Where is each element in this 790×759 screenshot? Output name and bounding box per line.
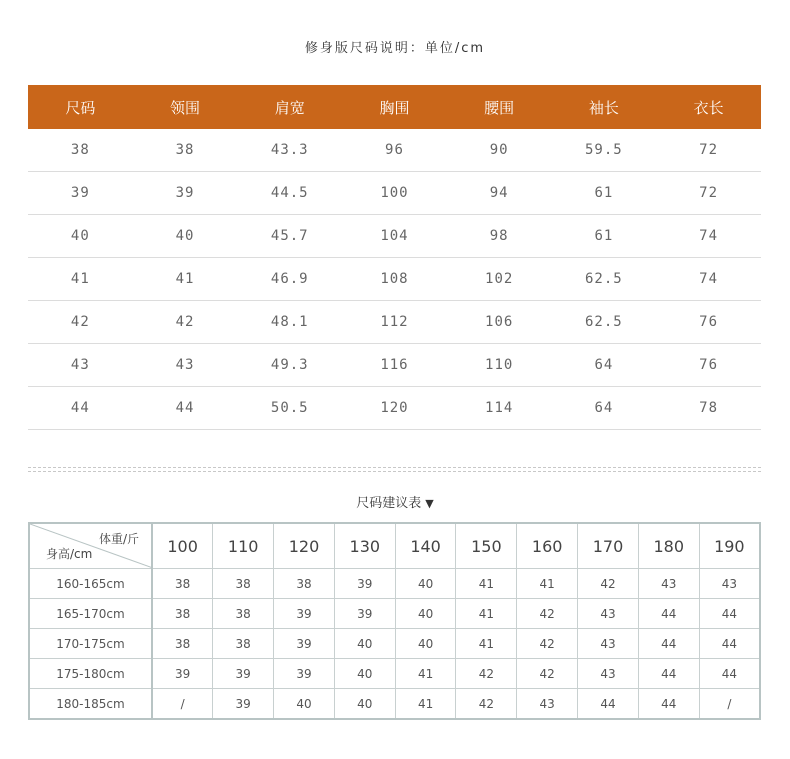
recommend-cell: 38 [213, 599, 274, 629]
recommend-cell: 38 [152, 569, 213, 599]
recommend-cell: 38 [274, 569, 335, 599]
recommend-cell: 44 [699, 629, 760, 659]
size-row [28, 215, 761, 258]
size-cell: 45.7 [237, 215, 342, 258]
size-col-header: 领围 [133, 85, 238, 129]
recommend-cell: 40 [274, 689, 335, 720]
recommend-cell: 42 [517, 599, 578, 629]
recommend-cell: 44 [638, 599, 699, 629]
page-title: 修身版尺码说明：单位/cm [304, 41, 486, 56]
size-col-header: 胸围 [342, 85, 447, 129]
size-cell: 41 [28, 258, 133, 301]
height-range-label: 160-165cm [29, 569, 152, 599]
size-row [28, 172, 761, 215]
size-col-header: 袖长 [552, 85, 657, 129]
recommend-cell: 42 [456, 659, 517, 689]
recommend-cell: 42 [517, 659, 578, 689]
recommend-cell: / [152, 689, 213, 720]
size-cell: 38 [28, 129, 133, 172]
height-range-label: 165-170cm [29, 599, 152, 629]
recommend-cell: 39 [274, 629, 335, 659]
recommend-cell: 41 [395, 689, 456, 720]
recommend-row [29, 629, 760, 659]
recommend-cell: 44 [638, 689, 699, 720]
size-cell: 112 [342, 301, 447, 344]
recommend-cell: 43 [638, 569, 699, 599]
recommend-cell: 39 [213, 659, 274, 689]
size-cell: 39 [28, 172, 133, 215]
size-cell: 100 [342, 172, 447, 215]
recommend-cell: 39 [213, 689, 274, 720]
weight-col-header: 130 [334, 523, 395, 569]
weight-col-header: 170 [578, 523, 639, 569]
recommend-title-text: 尺码建议表 [356, 496, 422, 511]
size-cell: 74 [656, 258, 761, 301]
size-cell: 78 [656, 387, 761, 430]
size-cell: 64 [552, 344, 657, 387]
size-cell: 40 [133, 215, 238, 258]
recommend-cell: 41 [456, 569, 517, 599]
recommend-cell: 38 [152, 629, 213, 659]
recommend-cell: 39 [152, 659, 213, 689]
recommend-cell: 42 [456, 689, 517, 720]
recommend-cell: 40 [334, 629, 395, 659]
size-cell: 72 [656, 172, 761, 215]
size-cell: 76 [656, 344, 761, 387]
recommend-cell: 40 [334, 689, 395, 720]
size-cell: 43 [28, 344, 133, 387]
size-cell: 76 [656, 301, 761, 344]
weight-col-header: 150 [456, 523, 517, 569]
recommend-cell: 43 [699, 569, 760, 599]
size-row [28, 129, 761, 172]
size-cell: 98 [447, 215, 552, 258]
size-cell: 116 [342, 344, 447, 387]
size-row [28, 301, 761, 344]
size-cell: 40 [28, 215, 133, 258]
size-col-header: 尺码 [28, 85, 133, 129]
weight-col-header: 160 [517, 523, 578, 569]
size-col-header: 腰围 [447, 85, 552, 129]
recommend-table [28, 522, 761, 720]
recommend-cell: 41 [395, 659, 456, 689]
recommend-cell: 39 [334, 599, 395, 629]
size-cell: 44 [133, 387, 238, 430]
size-cell: 102 [447, 258, 552, 301]
size-row [28, 258, 761, 301]
recommend-cell: 43 [578, 599, 639, 629]
size-cell: 38 [133, 129, 238, 172]
recommend-cell: 40 [395, 599, 456, 629]
weight-label: 体重/斤 [98, 532, 139, 546]
size-cell: 44.5 [237, 172, 342, 215]
size-cell: 104 [342, 215, 447, 258]
size-cell: 42 [28, 301, 133, 344]
recommend-cell: 44 [638, 629, 699, 659]
size-col-header: 肩宽 [237, 85, 342, 129]
corner-cell [29, 523, 152, 569]
size-cell: 96 [342, 129, 447, 172]
recommend-cell: / [699, 689, 760, 720]
size-cell: 48.1 [237, 301, 342, 344]
size-row [28, 387, 761, 430]
height-label: 身高/cm [46, 547, 93, 561]
size-cell: 90 [447, 129, 552, 172]
size-cell: 120 [342, 387, 447, 430]
weight-col-header: 140 [395, 523, 456, 569]
weight-col-header: 190 [699, 523, 760, 569]
size-cell: 42 [133, 301, 238, 344]
height-range-label: 175-180cm [29, 659, 152, 689]
size-cell: 74 [656, 215, 761, 258]
size-cell: 108 [342, 258, 447, 301]
weight-col-header: 110 [213, 523, 274, 569]
size-table-header-row [28, 85, 761, 129]
size-cell: 49.3 [237, 344, 342, 387]
recommend-cell: 44 [699, 599, 760, 629]
recommend-cell: 43 [517, 689, 578, 720]
size-cell: 46.9 [237, 258, 342, 301]
recommend-cell: 44 [699, 659, 760, 689]
height-range-label: 180-185cm [29, 689, 152, 720]
size-table [28, 85, 761, 430]
recommend-cell: 40 [395, 569, 456, 599]
recommend-cell: 41 [456, 629, 517, 659]
size-cell: 62.5 [552, 301, 657, 344]
recommend-cell: 44 [638, 659, 699, 689]
size-cell: 72 [656, 129, 761, 172]
recommend-cell: 43 [578, 629, 639, 659]
dashed-divider [28, 471, 761, 472]
size-cell: 64 [552, 387, 657, 430]
size-cell: 39 [133, 172, 238, 215]
height-range-label: 170-175cm [29, 629, 152, 659]
recommend-cell: 44 [578, 689, 639, 720]
recommend-cell: 39 [334, 569, 395, 599]
size-col-header: 衣长 [656, 85, 761, 129]
size-cell: 43.3 [237, 129, 342, 172]
dashed-divider [28, 467, 761, 468]
triangle-down-icon: ▼ [425, 497, 434, 510]
size-cell: 114 [447, 387, 552, 430]
size-cell: 110 [447, 344, 552, 387]
size-cell: 43 [133, 344, 238, 387]
size-cell: 62.5 [552, 258, 657, 301]
recommend-title [0, 492, 790, 511]
recommend-row [29, 599, 760, 629]
size-cell: 41 [133, 258, 238, 301]
recommend-cell: 41 [456, 599, 517, 629]
recommend-cell: 40 [334, 659, 395, 689]
size-cell: 106 [447, 301, 552, 344]
weight-col-header: 120 [274, 523, 335, 569]
recommend-cell: 39 [274, 659, 335, 689]
recommend-cell: 42 [517, 629, 578, 659]
size-cell: 94 [447, 172, 552, 215]
recommend-row [29, 659, 760, 689]
recommend-cell: 38 [213, 629, 274, 659]
size-cell: 44 [28, 387, 133, 430]
recommend-header-row [29, 523, 760, 569]
size-cell: 59.5 [552, 129, 657, 172]
size-cell: 61 [552, 172, 657, 215]
size-cell: 50.5 [237, 387, 342, 430]
recommend-row [29, 569, 760, 599]
weight-col-header: 100 [152, 523, 213, 569]
recommend-cell: 39 [274, 599, 335, 629]
size-cell: 61 [552, 215, 657, 258]
recommend-cell: 41 [517, 569, 578, 599]
recommend-cell: 38 [213, 569, 274, 599]
recommend-cell: 43 [578, 659, 639, 689]
weight-col-header: 180 [638, 523, 699, 569]
recommend-cell: 38 [152, 599, 213, 629]
size-row [28, 344, 761, 387]
recommend-cell: 42 [578, 569, 639, 599]
recommend-row [29, 689, 760, 720]
recommend-cell: 40 [395, 629, 456, 659]
